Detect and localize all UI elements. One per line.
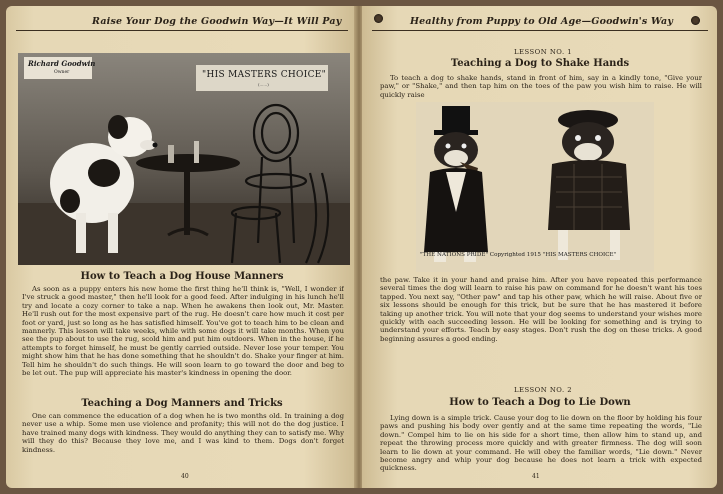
owner-sign-name: Richard Goodwin (28, 59, 96, 68)
shake-hands-intro-text (380, 74, 702, 100)
lesson1-label: LESSON NO. 1 (514, 48, 573, 56)
house-manners-text (22, 285, 344, 391)
two-dogs-caption: "THE NATIONS PRIDE" Copyrighted 1915 "HIS MASTERS CHOICE" (420, 252, 617, 258)
left-page-number: 40 (181, 473, 189, 480)
owner-sign-sub: Owner (54, 70, 70, 75)
house-manners-heading: How to Teach a Dog House Manners (80, 271, 284, 282)
lesson2-label: LESSON NO. 2 (514, 386, 573, 394)
manners-tricks-heading: Teaching a Dog Manners and Tricks (81, 398, 283, 409)
right-page-number: 41 (532, 473, 540, 480)
binding-hole-right (691, 16, 700, 25)
dog-table-illustration (18, 53, 350, 265)
manners-tricks-text (22, 412, 344, 464)
shake-hands-continued-text (380, 276, 702, 386)
right-photo-two-dogs (416, 102, 654, 272)
left-photo-dog-with-table (18, 53, 350, 265)
left-running-head: Raise Your Dog the Goodwin Way—It Will Pay (92, 16, 342, 27)
lie-down-text (380, 414, 702, 472)
shake-hands-continued: the paw. Take it in your hand and praise him. After you have repeated this performance several times the dog will learn to raise his paw on command for he doesn't want his toes tapped. You next say, "Other paw" and tap his other paw, which he will raise. About five or six lessons should be enough for this trick, but be sure that he has mastered it before taking up another trick. You will note that your dog seems to understand your wishes more quickly with each succeeding lesson. He will be looking for something and is trying to understand your efforts. Teach by easy stages. Don't rush the dog on these tricks. A good beginning assures a good ending. (380, 276, 702, 343)
choice-sign-text: "HIS MASTERS CHOICE" (202, 70, 327, 80)
left-page (6, 6, 356, 488)
lie-down-paragraph: Lying down is a simple trick. Cause your dog to lie down on the floor by holding his four paws and pushing his body over gently and at the same time repeating the words, "Lie down." Compel him to lie on his side for a short time, then allow him to stand up, and repeat the throwing process more quickly and with greater firmness. The dog will soon learn to lie down at your command. He will obey the familiar words, "Lie down." Never become angry and whip your dog because he does not learn a trick with expected quickness. (380, 414, 702, 472)
manners-tricks-paragraph: One can commence the education of a dog when he is two months old. In training a dog never use a whip. Some men use violence and profanity; this will not do the dog justice. I have trained many dogs with kindness. They would do anything they can to satisfy me. Why will they do this? Because they love me, and I was kind to them. Dogs don't forget kindness. (22, 412, 344, 454)
lie-down-heading: How to Teach a Dog to Lie Down (449, 397, 631, 408)
left-head-rule (16, 30, 348, 31)
right-running-head: Healthy from Puppy to Old Age—Goodwin's Way (410, 16, 674, 27)
right-head-rule (372, 30, 708, 31)
choice-sign-small: (......) (258, 82, 269, 87)
two-dogs-illustration (416, 102, 654, 272)
shake-hands-intro: To teach a dog to shake hands, stand in front of him, say in a kindly tone, "Give your paw," or "Shake," and then tap him on the toes of the paw you wish him to raise. He will quickly raise (380, 74, 702, 99)
shake-hands-heading: Teaching a Dog to Shake Hands (450, 58, 630, 69)
binding-hole-top (374, 14, 383, 23)
house-manners-paragraph: As soon as a puppy enters his new home the first thing he'll think is, "Well, I wonder if I've struck a good master," then he'll look for a good feed. After indulging in his lunch he'll try and locate a cozy corner to take a nap. When he awakens then look out, Mr. Master. He'll rush out for the most expensive part of the rug. He doesn't care how much it cost per foot or yard, just so long as he has satisfied himself. You've got to teach him to be clean and mannerly. This lesson will take weeks, while with some dogs it will take months. When you see the pup about to use the rug, scold him and put him outdoors. When in the house, if he attempts to forget himself, he must be gently carried outside. Never lose your temper. You might show him that he has done something that he shouldn't do. Shake your finger at him. Tell him he shouldn't do such things. He will soon learn to go toward the door and beg to be let out. The pup will appreciate his master's kindness in opening the door. (22, 285, 344, 378)
right-page (362, 6, 717, 488)
